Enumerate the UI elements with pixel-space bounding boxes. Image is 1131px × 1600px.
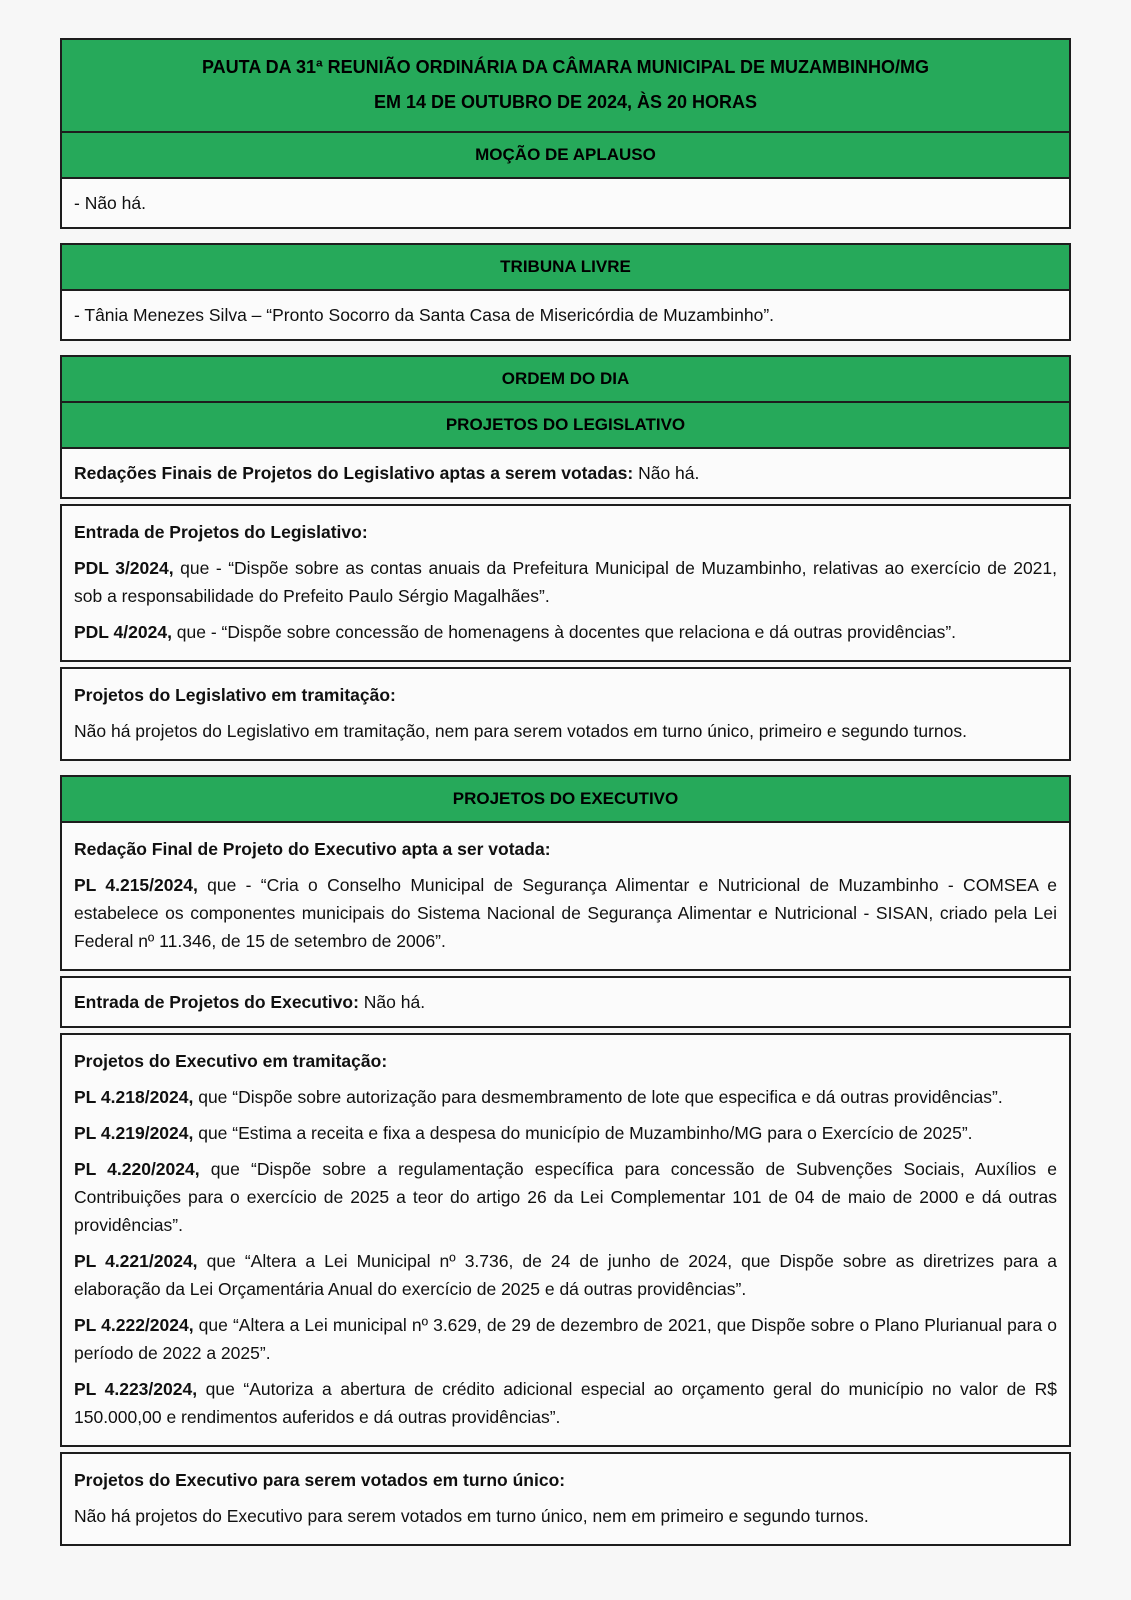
executivo-redacao-final-heading: Redação Final de Projeto do Executivo apta a ser votada: [74, 839, 551, 859]
ordem-do-dia-table [60, 355, 1071, 499]
legislativo-redacoes-finais-label: Redações Finais de Projetos do Legislativo aptas a serem votadas: [74, 463, 634, 483]
executivo-tramitacao-item [74, 1119, 1057, 1147]
project-number: PL 4.221/2024, [74, 1251, 198, 1271]
legislativo-tramitacao-heading: Projetos do Legislativo em tramitação: [74, 685, 396, 705]
executivo-tramitacao-item [74, 1311, 1057, 1367]
document-title-line1: PAUTA DA 31ª REUNIÃO ORDINÁRIA DA CÂMARA MUNICIPAL DE MUZAMBINHO/MG [202, 57, 929, 77]
document-title [62, 40, 1069, 131]
header-table [60, 38, 1071, 229]
executivo-entrada-box [60, 976, 1071, 1028]
tribuna-livre-content: - Tânia Menezes Silva – “Pronto Socorro da Santa Casa de Misericórdia de Muzambinho”. [62, 289, 1069, 339]
legislativo-tramitacao-text: Não há projetos do Legislativo em tramitação, nem para serem votados em turno único, primeiro e segundo turnos. [74, 721, 967, 741]
project-description: que - “Cria o Conselho Municipal de Segurança Alimentar e Nutricional de Muzambinho - COMSEA e estabelece os componentes municipais do Sistema Nacional de Segurança Alimentar e Nutricional - SISAN, criado pela Lei Federal nº 11.346, de 15 de setembro de 2006”. [74, 875, 1057, 951]
project-description: que - “Dispõe sobre concessão de homenagens à docentes que relaciona e dá outras providências”. [171, 622, 957, 642]
mocao-content: - Não há. [62, 177, 1069, 227]
project-number: PL 4.218/2024, [74, 1087, 194, 1107]
executivo-tramitacao-item [74, 1247, 1057, 1303]
project-number: PL 4.223/2024, [74, 1379, 198, 1399]
legislativo-entrada-item [74, 618, 1057, 646]
legislativo-entrada-item [74, 554, 1057, 610]
legislativo-entrada-heading: Entrada de Projetos do Legislativo: [74, 522, 368, 542]
project-number: PDL 3/2024, [74, 558, 174, 578]
project-description: que “Estima a receita e fixa a despesa do município de Muzambinho/MG para o Exercício de 2025”. [193, 1123, 973, 1143]
project-description: que “Dispõe sobre a regulamentação específica para concessão de Subvenções Sociais, Auxílios e Contribuições para o exercício de 2025 a teor do artigo 26 da Lei Complementar 101 de 04 de maio de 2000 e dá outras providências”. [74, 1159, 1057, 1235]
executivo-turno-unico-text: Não há projetos do Executivo para serem votados em turno único, nem em primeiro e segundo turnos. [74, 1506, 869, 1526]
project-description: que “Altera a Lei municipal nº 3.629, de 29 de dezembro de 2021, que Dispõe sobre o Plano Plurianual para o período de 2022 a 2025”. [74, 1315, 1057, 1363]
project-number: PL 4.220/2024, [74, 1159, 200, 1179]
legislativo-entrada-box [60, 504, 1071, 662]
executivo-tramitacao-item [74, 1083, 1057, 1111]
executivo-tramitacao-box [60, 1033, 1071, 1447]
executivo-table [60, 775, 1071, 971]
project-number: PDL 4/2024, [74, 622, 172, 642]
section-heading-projetos-do-executivo: PROJETOS DO EXECUTIVO [62, 777, 1069, 821]
executivo-tramitacao-item [74, 1375, 1057, 1431]
legislativo-redacoes-finais [62, 447, 1069, 497]
agenda-document [60, 0, 1071, 1546]
executivo-turno-unico-box [60, 1452, 1071, 1546]
executivo-redacao-final-item [74, 871, 1057, 955]
section-heading-tribuna-livre: TRIBUNA LIVRE [62, 245, 1069, 289]
document-title-line2: EM 14 DE OUTUBRO DE 2024, ÀS 20 HORAS [373, 92, 758, 112]
executivo-tramitacao-item [74, 1155, 1057, 1239]
legislativo-tramitacao-box [60, 667, 1071, 761]
project-number: PL 4.219/2024, [74, 1123, 194, 1143]
project-description: que “Altera a Lei Municipal nº 3.736, de 24 de junho de 2024, que Dispõe sobre as diretrizes para a elaboração da Lei Orçamentária Anual do exercício de 2025 e dá outras providências”. [74, 1251, 1058, 1299]
section-heading-ordem-do-dia: ORDEM DO DIA [62, 357, 1069, 401]
executivo-turno-unico-heading: Projetos do Executivo para serem votados em turno único: [74, 1470, 566, 1490]
legislativo-redacoes-finais-value: Não há. [633, 463, 700, 483]
project-description: que - “Dispõe sobre as contas anuais da Prefeitura Municipal de Muzambinho, relativas ao exercício de 2021, sob a responsabilidade do Prefeito Paulo Sérgio Magalhães”. [74, 558, 1057, 606]
project-number: PL 4.215/2024, [74, 875, 198, 895]
project-description: que “Autoriza a abertura de crédito adicional especial ao orçamento geral do município no valor de R$ 150.000,00 e rendimentos auferidos e dá outras providências”. [74, 1379, 1057, 1427]
project-number: PL 4.222/2024, [74, 1315, 194, 1335]
project-description: que “Dispõe sobre autorização para desmembramento de lote que especifica e dá outras providências”. [193, 1087, 1003, 1107]
tribuna-livre-table [60, 243, 1071, 341]
section-heading-mocao-de-aplauso: MOÇÃO DE APLAUSO [62, 131, 1069, 177]
executivo-redacao-final-box [62, 821, 1069, 969]
executivo-entrada-value: Não há. [358, 992, 426, 1012]
executivo-entrada-label: Entrada de Projetos do Executivo: [74, 992, 359, 1012]
section-heading-projetos-do-legislativo: PROJETOS DO LEGISLATIVO [62, 401, 1069, 447]
executivo-tramitacao-heading: Projetos do Executivo em tramitação: [74, 1051, 388, 1071]
